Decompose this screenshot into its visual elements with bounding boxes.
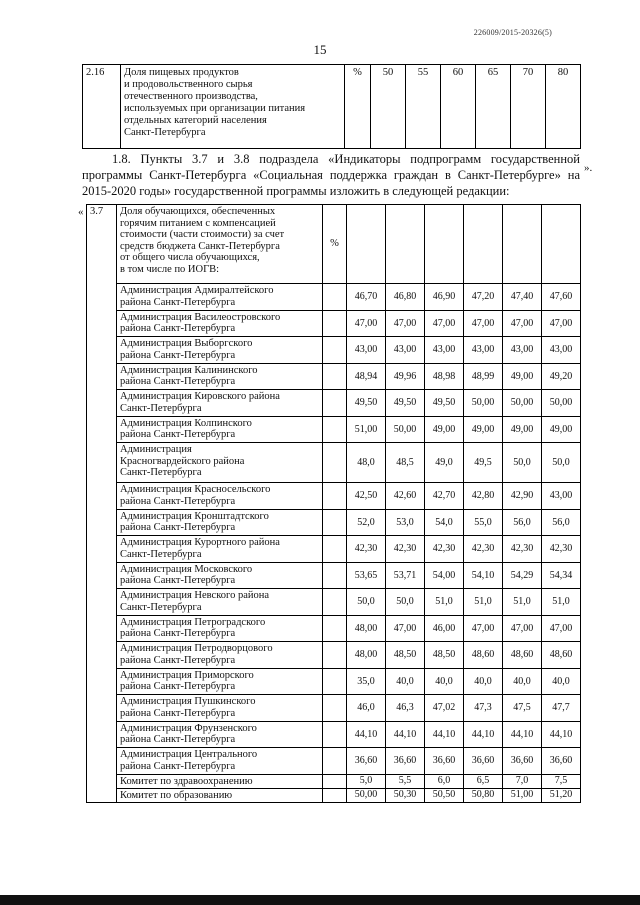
value-cell: 49,50 [347, 390, 386, 417]
value-cell: 43,00 [347, 337, 386, 364]
value-cell: 43,00 [503, 337, 542, 364]
value-cell: 35,0 [347, 668, 386, 695]
table-row [87, 536, 581, 563]
label-line: стоимости (части стоимости) за счет [120, 229, 285, 240]
value-cell: 43,00 [425, 337, 464, 364]
label-line: Доля пищевых продуктов [124, 67, 239, 78]
amendment-text: 1.8. Пункты 3.7 и 3.8 подраздела «Индикаторы подпрограмм государственной программы Санкт-Петербурга «Социальная поддержка граждан в Санкт-Петербурге» на 2015-2020 годы» государственной программы изложить в следующей редакции: [82, 152, 580, 198]
row-label [117, 721, 323, 748]
label-line: Санкт-Петербурга [124, 127, 206, 138]
value-cell: 42,30 [464, 536, 503, 563]
value-cell: 65 [476, 65, 511, 149]
indicator-code: 3.7 [87, 205, 117, 803]
empty-cell [386, 205, 425, 284]
empty-cell [425, 205, 464, 284]
value-cell: 42,70 [425, 483, 464, 510]
table-row [87, 390, 581, 417]
indicator-table-main [86, 204, 581, 803]
value-cell: 47,00 [464, 615, 503, 642]
opening-quote: « [78, 206, 84, 218]
table-row [87, 363, 581, 390]
value-cell: 47,00 [386, 615, 425, 642]
value-cell: 42,30 [503, 536, 542, 563]
label-line: района Санкт-Петербурга [120, 628, 236, 639]
unit-cell [323, 390, 347, 417]
value-cell: 50,80 [464, 788, 503, 802]
value-cell: 49,00 [542, 416, 581, 443]
indicator-label [117, 205, 323, 284]
value-cell: 55 [406, 65, 441, 149]
table-row [83, 65, 581, 149]
value-cell: 54,00 [425, 562, 464, 589]
label-line: района Санкт-Петербурга [120, 760, 236, 772]
unit-cell: % [345, 65, 371, 149]
value-cell: 43,00 [464, 337, 503, 364]
value-cell: 42,30 [425, 536, 464, 563]
value-cell: 47,00 [386, 310, 425, 337]
value-cell: 7,0 [503, 774, 542, 788]
amendment-paragraph [82, 151, 580, 199]
table-row [87, 443, 581, 483]
unit-cell [323, 695, 347, 722]
value-cell: 36,60 [542, 748, 581, 775]
row-label [117, 788, 323, 802]
label-line: Администрация Калининского [120, 364, 258, 376]
value-cell: 7,5 [542, 774, 581, 788]
value-cell: 40,0 [542, 668, 581, 695]
label-line: района Санкт-Петербурга [120, 349, 236, 361]
value-cell: 46,90 [425, 284, 464, 311]
label-line: Администрация Адмиралтейского [120, 285, 274, 296]
value-cell: 70 [511, 65, 546, 149]
value-cell: 5,5 [386, 774, 425, 788]
value-cell: 40,0 [386, 668, 425, 695]
label-line: Комитет по образованию [120, 789, 233, 801]
unit-cell [323, 443, 347, 483]
value-cell: 51,0 [425, 589, 464, 616]
value-cell: 49,00 [503, 416, 542, 443]
value-cell: 43,00 [542, 337, 581, 364]
indicator-label [121, 65, 345, 149]
value-cell: 49,50 [386, 390, 425, 417]
value-cell: 42,80 [464, 483, 503, 510]
value-cell: 48,0 [347, 443, 386, 483]
value-cell: 42,30 [347, 536, 386, 563]
empty-cell [542, 205, 581, 284]
label-line: района Санкт-Петербурга [120, 376, 236, 387]
value-cell: 54,0 [425, 509, 464, 536]
row-label [117, 443, 323, 483]
value-cell: 46,00 [425, 615, 464, 642]
value-cell: 6,5 [464, 774, 503, 788]
table-row [87, 748, 581, 775]
value-cell: 56,0 [503, 509, 542, 536]
unit-cell [323, 416, 347, 443]
empty-cell [503, 205, 542, 284]
value-cell: 51,0 [464, 589, 503, 616]
value-cell: 48,98 [425, 363, 464, 390]
value-cell: 48,50 [386, 642, 425, 669]
unit-cell [323, 284, 347, 311]
row-label [117, 536, 323, 563]
value-cell: 49,5 [464, 443, 503, 483]
unit-cell [323, 589, 347, 616]
value-cell: 44,10 [503, 721, 542, 748]
row-label [117, 483, 323, 510]
value-cell: 47,00 [503, 615, 542, 642]
label-line: Администрация Центрального [120, 749, 258, 760]
row-label [117, 390, 323, 417]
value-cell: 60 [441, 65, 476, 149]
table-row [87, 337, 581, 364]
table-row [87, 695, 581, 722]
value-cell: 36,60 [347, 748, 386, 775]
value-cell: 48,60 [464, 642, 503, 669]
label-line: Администрация Фрунзенского [120, 722, 257, 734]
table-row [87, 615, 581, 642]
closing-quote: ». [584, 162, 593, 174]
value-cell: 42,30 [542, 536, 581, 563]
value-cell: 36,60 [503, 748, 542, 775]
value-cell: 44,10 [386, 721, 425, 748]
value-cell: 54,10 [464, 562, 503, 589]
unit-cell [323, 509, 347, 536]
value-cell: 47,00 [542, 615, 581, 642]
label-line: Администрация Кировского района [120, 391, 280, 402]
value-cell: 42,30 [386, 536, 425, 563]
row-label [117, 363, 323, 390]
value-cell: 55,0 [464, 509, 503, 536]
unit-cell [323, 642, 347, 669]
value-cell: 54,29 [503, 562, 542, 589]
value-cell: 49,0 [425, 443, 464, 483]
value-cell: 52,0 [347, 509, 386, 536]
indicator-code: 2.16 [83, 65, 121, 149]
label-line: горячим питанием с компенсацией [120, 217, 276, 229]
unit-cell: % [323, 205, 347, 284]
label-line: используемых при организации питания [124, 103, 306, 114]
page-number: 15 [313, 42, 327, 57]
value-cell: 51,00 [347, 416, 386, 443]
value-cell: 48,60 [503, 642, 542, 669]
row-label [117, 509, 323, 536]
table-row [87, 284, 581, 311]
label-line: и продовольственного сырья [124, 79, 253, 90]
row-label [117, 562, 323, 589]
value-cell: 47,40 [503, 284, 542, 311]
indicator-table-top [82, 64, 581, 149]
row-label [117, 416, 323, 443]
value-cell: 50,30 [386, 788, 425, 802]
value-cell: 47,00 [347, 310, 386, 337]
label-line: Санкт-Петербурга [120, 467, 202, 478]
label-line: района Санкт-Петербурга [120, 707, 236, 719]
value-cell: 50,0 [542, 443, 581, 483]
value-cell: 46,70 [347, 284, 386, 311]
value-cell: 40,0 [503, 668, 542, 695]
empty-cell [464, 205, 503, 284]
document-registration-stamp: 226009/2015-20326(5) [473, 28, 552, 37]
label-line: Санкт-Петербурга [120, 548, 202, 560]
value-cell: 44,10 [347, 721, 386, 748]
value-cell: 40,0 [425, 668, 464, 695]
row-label [117, 589, 323, 616]
table-row [87, 310, 581, 337]
label-line: Администрация Московского [120, 563, 253, 575]
value-cell: 47,00 [503, 310, 542, 337]
label-line: Администрация Петроградского [120, 616, 266, 628]
value-cell: 42,60 [386, 483, 425, 510]
unit-cell [323, 337, 347, 364]
table-row [87, 509, 581, 536]
value-cell: 36,60 [425, 748, 464, 775]
label-line: Администрация Кронштадтского [120, 510, 269, 522]
value-cell: 48,5 [386, 443, 425, 483]
label-line: района Санкт-Петербурга [120, 654, 236, 666]
label-line: Санкт-Петербурга [120, 402, 202, 414]
value-cell: 50,0 [503, 443, 542, 483]
value-cell: 43,00 [542, 483, 581, 510]
value-cell: 49,00 [464, 416, 503, 443]
row-label [117, 695, 323, 722]
value-cell: 49,20 [542, 363, 581, 390]
unit-cell [323, 615, 347, 642]
label-line: района Санкт-Петербурга [120, 734, 236, 745]
unit-cell [323, 310, 347, 337]
value-cell: 47,60 [542, 284, 581, 311]
row-label [117, 310, 323, 337]
value-cell: 5,0 [347, 774, 386, 788]
value-cell: 51,0 [542, 589, 581, 616]
value-cell: 46,80 [386, 284, 425, 311]
label-line: в том числе по ИОГВ: [120, 263, 220, 275]
value-cell: 42,50 [347, 483, 386, 510]
row-label [117, 615, 323, 642]
unit-cell [323, 483, 347, 510]
table-row [87, 562, 581, 589]
value-cell: 47,5 [503, 695, 542, 722]
table-row [87, 416, 581, 443]
value-cell: 48,50 [425, 642, 464, 669]
value-cell: 43,00 [386, 337, 425, 364]
table-row [87, 642, 581, 669]
label-line: Администрация Выборгского [120, 338, 253, 349]
label-line: Администрация Василеостровского [120, 311, 281, 323]
value-cell: 50,00 [503, 390, 542, 417]
table-row [87, 774, 581, 788]
value-cell: 50,0 [386, 589, 425, 616]
row-label [117, 774, 323, 788]
value-cell: 80 [546, 65, 581, 149]
value-cell: 49,96 [386, 363, 425, 390]
value-cell: 51,20 [542, 788, 581, 802]
value-cell: 51,0 [503, 589, 542, 616]
table-header-row [87, 205, 581, 284]
table-row [87, 721, 581, 748]
label-line: Администрация Красносельского [120, 484, 271, 495]
value-cell: 47,20 [464, 284, 503, 311]
value-cell: 47,00 [542, 310, 581, 337]
row-label [117, 337, 323, 364]
value-cell: 50,0 [347, 589, 386, 616]
unit-cell [323, 774, 347, 788]
value-cell: 48,94 [347, 363, 386, 390]
value-cell: 51,00 [503, 788, 542, 802]
value-cell: 46,0 [347, 695, 386, 722]
row-label [117, 642, 323, 669]
label-line: Администрация Колпинского [120, 417, 252, 429]
label-line: района Санкт-Петербурга [120, 575, 236, 586]
value-cell: 47,00 [425, 310, 464, 337]
value-cell: 42,90 [503, 483, 542, 510]
value-cell: 48,00 [347, 642, 386, 669]
value-cell: 53,71 [386, 562, 425, 589]
label-line: Администрация [120, 444, 192, 455]
unit-cell [323, 788, 347, 802]
row-label [117, 284, 323, 311]
label-line: Администрация Приморского [120, 669, 254, 681]
value-cell: 50 [371, 65, 406, 149]
value-cell: 46,3 [386, 695, 425, 722]
scan-bottom-edge [0, 895, 640, 905]
value-cell: 44,10 [542, 721, 581, 748]
value-cell: 47,3 [464, 695, 503, 722]
unit-cell [323, 536, 347, 563]
label-line: отечественного производства, [124, 91, 258, 102]
label-line: района Санкт-Петербурга [120, 429, 236, 440]
value-cell: 49,00 [425, 416, 464, 443]
value-cell: 40,0 [464, 668, 503, 695]
value-cell: 47,02 [425, 695, 464, 722]
label-line: Санкт-Петербурга [120, 601, 202, 613]
value-cell: 48,99 [464, 363, 503, 390]
value-cell: 50,50 [425, 788, 464, 802]
value-cell: 48,60 [542, 642, 581, 669]
table-row [87, 589, 581, 616]
unit-cell [323, 363, 347, 390]
unit-cell [323, 748, 347, 775]
label-line: Комитет по здравоохранению [120, 775, 253, 787]
unit-cell [323, 668, 347, 695]
value-cell: 49,00 [503, 363, 542, 390]
value-cell: 49,50 [425, 390, 464, 417]
label-line: отдельных категорий населения [124, 115, 267, 126]
value-cell: 36,60 [464, 748, 503, 775]
label-line: района Санкт-Петербурга [120, 296, 236, 308]
label-line: средств бюджета Санкт-Петербурга [120, 240, 280, 252]
label-line: Администрация Пушкинского [120, 696, 256, 707]
label-line: района Санкт-Петербурга [120, 522, 236, 533]
value-cell: 50,00 [347, 788, 386, 802]
label-line: района Санкт-Петербурга [120, 681, 236, 692]
unit-cell [323, 562, 347, 589]
row-label [117, 748, 323, 775]
label-line: района Санкт-Петербурга [120, 495, 236, 507]
value-cell: 47,7 [542, 695, 581, 722]
label-line: Красногвардейского района [120, 455, 245, 467]
value-cell: 56,0 [542, 509, 581, 536]
value-cell: 50,00 [464, 390, 503, 417]
value-cell: 50,00 [386, 416, 425, 443]
row-label [117, 668, 323, 695]
value-cell: 44,10 [425, 721, 464, 748]
value-cell: 44,10 [464, 721, 503, 748]
table-row [87, 483, 581, 510]
label-line: Администрация Невского района [120, 590, 270, 601]
value-cell: 47,00 [464, 310, 503, 337]
label-line: Доля обучающихся, обеспеченных [120, 206, 276, 217]
value-cell: 36,60 [386, 748, 425, 775]
value-cell: 53,65 [347, 562, 386, 589]
label-line: от общего числа обучающихся, [120, 252, 260, 263]
value-cell: 6,0 [425, 774, 464, 788]
value-cell: 48,00 [347, 615, 386, 642]
value-cell: 50,00 [542, 390, 581, 417]
value-cell: 54,34 [542, 562, 581, 589]
table-row [87, 668, 581, 695]
label-line: Администрация Курортного района [120, 537, 280, 548]
table-row [87, 788, 581, 802]
empty-cell [347, 205, 386, 284]
label-line: Администрация Петродворцового [120, 643, 273, 654]
unit-cell [323, 721, 347, 748]
label-line: района Санкт-Петербурга [120, 323, 236, 334]
value-cell: 53,0 [386, 509, 425, 536]
